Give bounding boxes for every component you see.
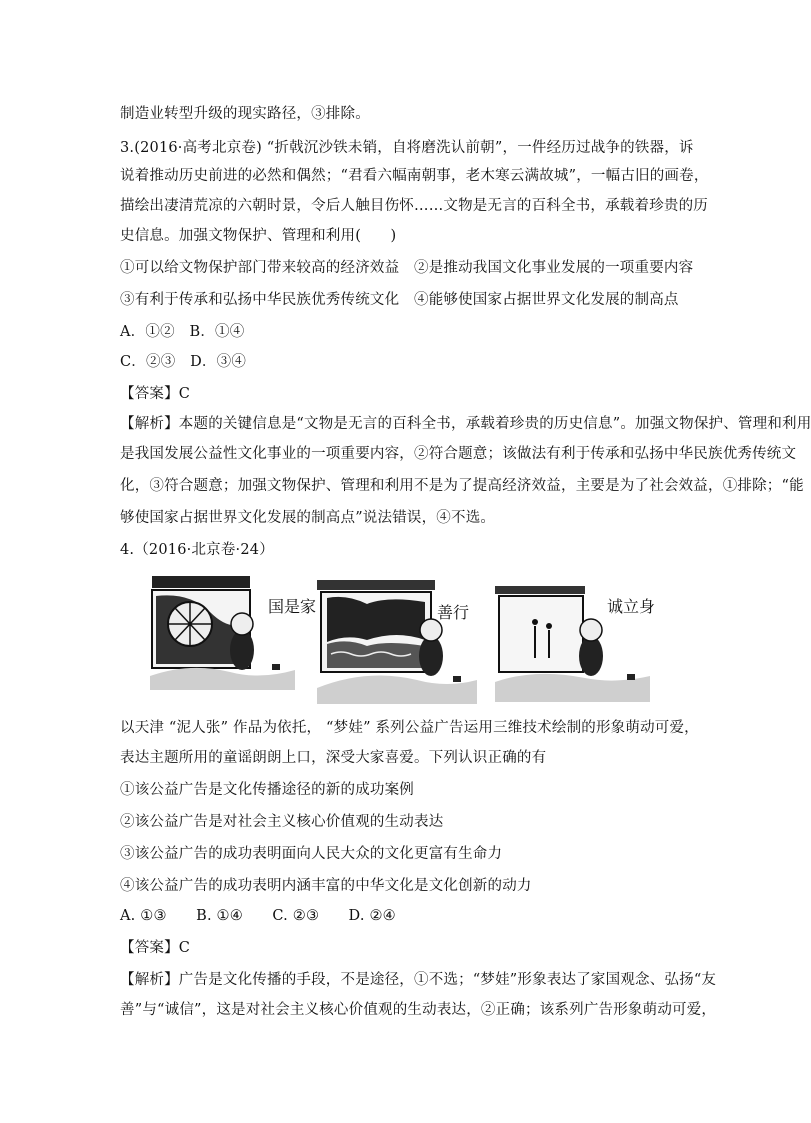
question-3-stem: 3.(2016·高考北京卷) “折戟沉沙铁未销，自将磨洗认前朝”，一件经历过战争的铁器，诉 — [120, 140, 694, 156]
panel-1-calligraphy: 国是家 — [268, 597, 317, 616]
panel-2-calligraphy: 善行 — [437, 603, 470, 622]
option-line: ④该公益广告的成功表明内涵丰富的中华文化是文化创新的动力 — [120, 878, 532, 894]
option-line: ①该公益广告是文化传播途径的新的成功案例 — [120, 782, 414, 798]
question-4-stem: 以天津 “泥人张” 作品为依托， “梦娃” 系列公益广告运用三维技术绘制的形象萌动可爱， — [120, 720, 699, 736]
choice-line: C．②③ D．③④ — [120, 354, 247, 370]
ad-panel-2 — [317, 580, 477, 704]
text-line: 史信息。加强文物保护、管理和利用( ) — [120, 228, 397, 244]
text-line: 描绘出凄清荒凉的六朝时景，令后人触目伤怀……文物是无言的百科全书，承载着珍贵的历 — [120, 198, 708, 214]
analysis-line: 善”与“诚信”，这是对社会主义核心价值观的生动表达，②正确；该系列广告形象萌动可爱， — [120, 1002, 717, 1018]
option-line: ②该公益广告是对社会主义核心价值观的生动表达 — [120, 814, 444, 830]
panel-3-calligraphy: 诚立身 — [607, 597, 656, 616]
option-line: ①可以给文物保护部门带来较高的经济效益 ②是推动我国文化事业发展的一项重要内容 — [120, 260, 694, 276]
text-line: 表达主题所用的童谣朗朗上口，深受大家喜爱。下列认识正确的有 — [120, 750, 547, 766]
choice-line: A. ①③ B. ①④ C. ②③ D. ②④ — [120, 908, 396, 924]
ad-panel-1 — [150, 572, 317, 690]
text-line: 说着推动历史前进的必然和偶然；“君看六幅南朝事，老木寒云满故城”，一幅古旧的画卷， — [120, 168, 709, 184]
question-4-heading: 4.（2016·北京卷·24） — [120, 542, 274, 558]
answer-label: 【答案】C — [120, 386, 191, 402]
choice-line: A．①② B．①④ — [120, 324, 245, 340]
analysis-line: 是我国发展公益性文化事业的一项重要内容，②符合题意；该做法有利于传承和弘扬中华民族优秀传统文 — [120, 446, 797, 462]
text-line: 制造业转型升级的现实路径，③排除。 — [120, 106, 370, 122]
analysis-line: 够使国家占据世界文化发展的制高点”说法错误，④不选。 — [120, 510, 496, 526]
ad-panels-figure — [150, 572, 656, 704]
analysis-line: 【解析】本题的关键信息是“文物是无言的百科全书，承载着珍贵的历史信息”。加强文物保护、管理和利用 — [120, 416, 811, 432]
option-line: ③有利于传承和弘扬中华民族优秀传统文化 ④能够使国家占据世界文化发展的制高点 — [120, 292, 679, 308]
ad-panel-3 — [495, 586, 656, 702]
analysis-line: 【解析】广告是文化传播的手段，不是途径，①不选；“梦娃”形象表达了家国观念、弘扬“友 — [120, 972, 717, 988]
analysis-line: 化，③符合题意；加强文物保护、管理和利用不是为了提高经济效益，主要是为了社会效益，①排除；“能 — [120, 478, 804, 494]
option-line: ③该公益广告的成功表明面向人民大众的文化更富有生命力 — [120, 846, 503, 862]
answer-label: 【答案】C — [120, 940, 191, 956]
